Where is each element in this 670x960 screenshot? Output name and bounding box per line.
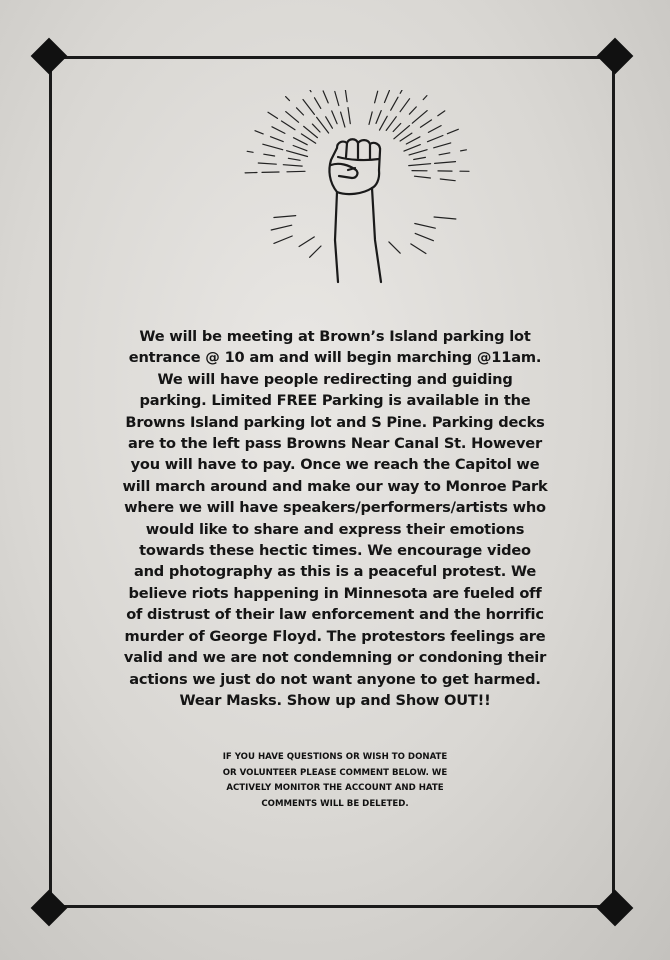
flyer-footer-note: IF YOU HAVE QUESTIONS OR WISH TO DONATE OR VOLUNTEER PLEASE COMMENT BELOW. WE ACTIVELY MONITOR THE ACCOUNT AND HATE COMMENTS WILL BE DELETED. (222, 752, 448, 809)
raised-fist-icon (225, 90, 475, 290)
flyer-body-text: We will be meeting at Brown’s Island parking lot entrance @ 10 am and will begin marching @11am. We will have people redirecting and guiding parking. Limited FREE Parking is available in the Browns Island parking lot and S Pine. Parking decks are to the left pass Browns Near Canal St. However you will have to pay. Once we reach the Capitol we will march around and make our way to Monroe Park where we will have speakers/performers/artists who would like to share and express their emotions towards these hectic times. We encourage video and photography as this is a peaceful protest. We believe riots happening in Minnesota are fueled off of distrust of their law enforcement and the horrific murder of George Floyd. The protestors feelings are valid and we are not condemning or condoning their actions we just do not want anyone to get harmed. Wear Masks. Show up and Show OUT!! (122, 328, 548, 709)
